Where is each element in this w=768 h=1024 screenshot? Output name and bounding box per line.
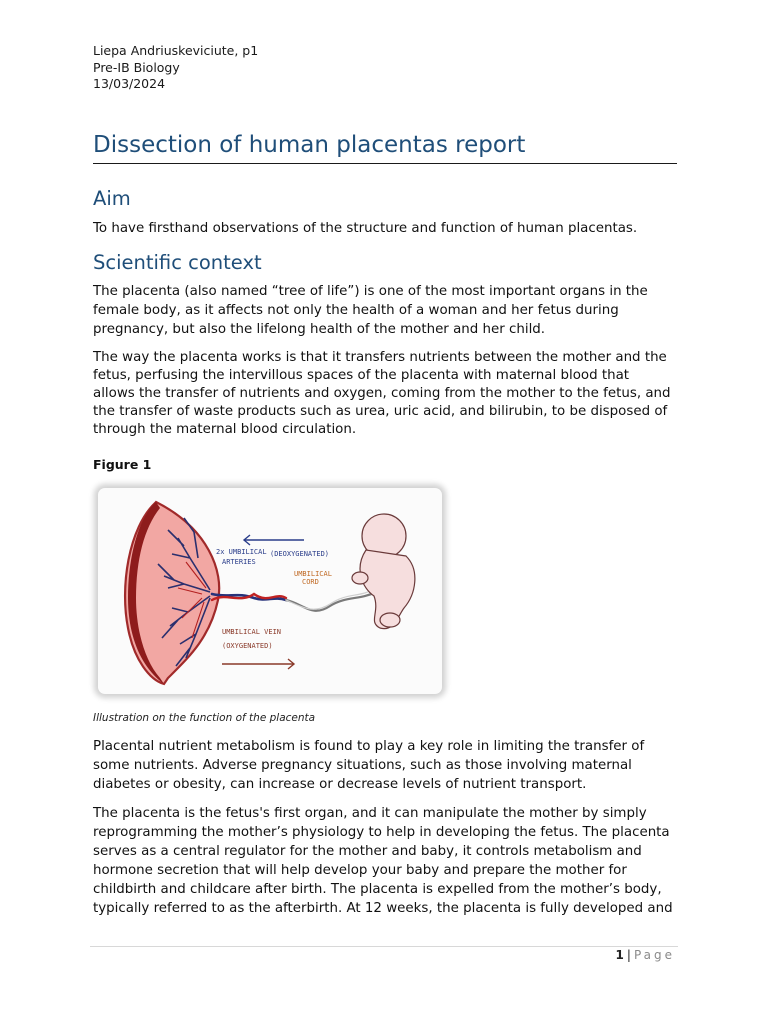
arteries-label: 2x UMBILICAL (216, 548, 267, 556)
footer-separator: | (626, 948, 631, 962)
arteries-label-2: ARTERIES (222, 558, 256, 566)
author-line: Liepa Andriuskeviciute, p1 (93, 43, 259, 58)
context-paragraph-4: The placenta is the fetus's first organ, and it can manipulate the mother by simply reprogramming the mother’s physiology to help in developing the fetus. The placenta serves as a central regulator for the mother and baby, it controls metabolism and hormone secretion that will help develop your baby and prepare the mother for childbirth and childcare after birth. The placenta is expelled from the mother’s body, typically referred to as the afterbirth. At 12 weeks, the placenta is fully developed and (93, 806, 673, 916)
scientific-context-heading: Scientific context (93, 251, 262, 274)
course-line: Pre-IB Biology (93, 59, 180, 75)
context-paragraph-3: Placental nutrient metabolism is found to play a key role in limiting the transfer of some nutrients. Adverse pregnancy situations, such as those involving maternal diabetes or obesity, can increase or decrease levels of nutrient transport. (93, 739, 645, 792)
context-paragraph-2: The way the placenta works is that it transfers nutrients between the mother and the fetus, perfusing the intervillous spaces of the placenta with maternal blood that allows the transfer of nutrients and oxygen, coming from the mother to the fetus, and the transfer of waste products such as urea, uric acid, and bilirubin, to be disposed of through the maternal blood circulation. (93, 350, 671, 437)
context-paragraph-1: The placenta (also named “tree of life”) is one of the most important organs in the female body, as it affects not only the health of a woman and her fetus during pregnancy, but also the lifelong health of the mother and her child. (93, 284, 648, 337)
footer-divider (90, 946, 678, 947)
arteries-deoxygenated-label: (DEOXYGENATED) (270, 550, 330, 558)
figure-caption: Illustration on the function of the placenta (93, 712, 316, 724)
placenta-drawing (98, 488, 442, 694)
cord-label: UMBILICAL (294, 570, 332, 578)
vein-label: UMBILICAL VEIN (222, 628, 282, 636)
page-footer (616, 948, 675, 962)
aim-heading: Aim (93, 187, 131, 210)
cord-label-2: CORD (302, 578, 319, 586)
page-word: Page (633, 948, 675, 962)
placenta-illustration (98, 488, 442, 694)
aim-text: To have firsthand observations of the structure and function of human placentas. (93, 221, 638, 236)
vein-oxygenated-label: (OXYGENATED) (222, 642, 273, 650)
date-line: 13/03/2024 (93, 76, 166, 91)
figure-label: Figure 1 (93, 457, 152, 472)
page-number: 1 (615, 948, 624, 962)
document-header (93, 43, 258, 93)
document-title: Dissection of human placentas report (93, 130, 677, 164)
